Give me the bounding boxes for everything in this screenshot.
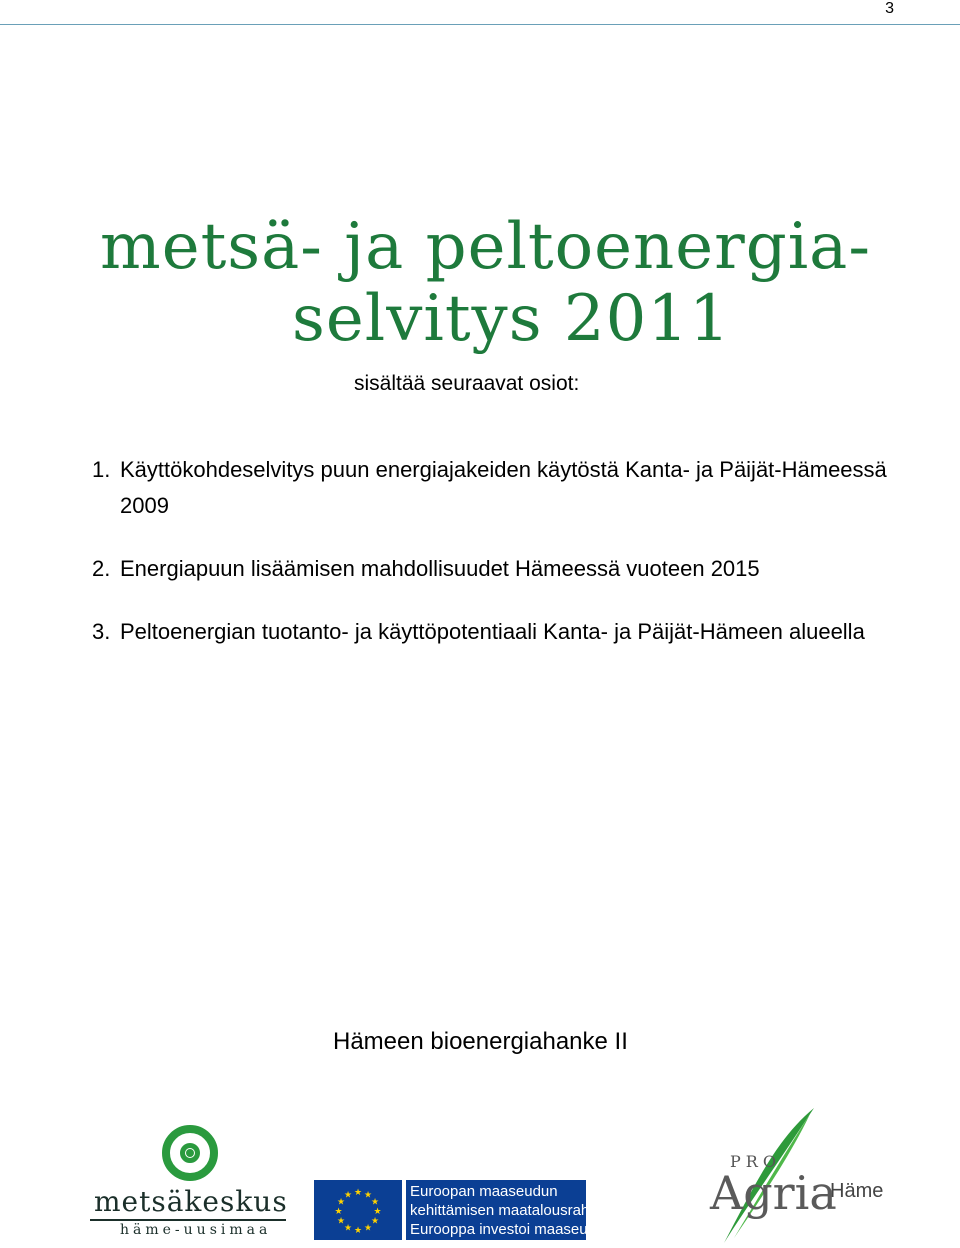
proagria-region: Häme — [830, 1180, 884, 1202]
svg-text:★: ★ — [336, 1216, 346, 1227]
metsakeskus-name: metsäkeskus — [94, 1185, 288, 1218]
proagria-pro: PRO — [730, 1152, 781, 1171]
svg-text:★: ★ — [370, 1197, 380, 1208]
metsakeskus-logo — [90, 1125, 290, 1240]
document-title — [100, 211, 900, 355]
svg-text:★: ★ — [353, 1226, 363, 1236]
eu-fund-logo — [314, 1180, 694, 1244]
eu-text-line-2: kehittämisen maatalousrahasto: — [410, 1202, 622, 1219]
list-item-number: 3. — [92, 619, 111, 644]
svg-text:★: ★ — [353, 1188, 363, 1198]
svg-text:★: ★ — [334, 1207, 343, 1217]
title-line-1: metsä- ja peltoenergia- — [100, 209, 871, 284]
intro-text: sisältää seuraavat osiot: — [354, 372, 580, 395]
proagria-agria: Agria — [710, 1166, 837, 1220]
svg-text:★: ★ — [363, 1223, 373, 1234]
list-item-number: 1. — [92, 457, 111, 482]
eu-fund-text — [410, 1182, 730, 1239]
list-item-text: Käyttökohdeselvitys puun energiajakeiden käytöstä Kanta- ja Päijät-Hämeessä 2009 — [120, 457, 887, 518]
project-name: Hämeen bioenergiahanke II — [333, 1028, 628, 1055]
eu-stars-icon — [314, 1180, 402, 1240]
eu-text-line-1: Euroopan maaseudun — [410, 1183, 558, 1200]
list-item — [92, 452, 912, 524]
metsakeskus-region: häme-uusimaa — [120, 1222, 272, 1238]
eu-text-line-3: Eurooppa investoi maaseutualueisiin — [410, 1221, 655, 1238]
list-item — [92, 614, 912, 650]
svg-text:★: ★ — [343, 1223, 353, 1234]
proagria-logo — [706, 1108, 901, 1243]
page-number: 3 — [885, 0, 894, 17]
logo-divider — [90, 1219, 286, 1221]
eu-flag-icon — [314, 1180, 402, 1240]
list-item-number: 2. — [92, 556, 111, 581]
target-ring-icon — [162, 1125, 218, 1181]
svg-text:★: ★ — [370, 1216, 380, 1227]
list-item — [92, 551, 912, 587]
svg-text:★: ★ — [363, 1190, 373, 1201]
list-item-text: Peltoenergian tuotanto- ja käyttöpotentiaali Kanta- ja Päijät-Hämeen alueella — [120, 619, 865, 644]
svg-text:★: ★ — [343, 1190, 353, 1201]
title-line-2: selvitys 2011 — [292, 281, 731, 356]
svg-text:★: ★ — [336, 1197, 346, 1208]
list-item-text: Energiapuun lisäämisen mahdollisuudet Hämeessä vuoteen 2015 — [120, 556, 760, 581]
header-rule — [0, 24, 960, 25]
contents-list — [92, 452, 912, 677]
svg-text:★: ★ — [373, 1207, 382, 1217]
